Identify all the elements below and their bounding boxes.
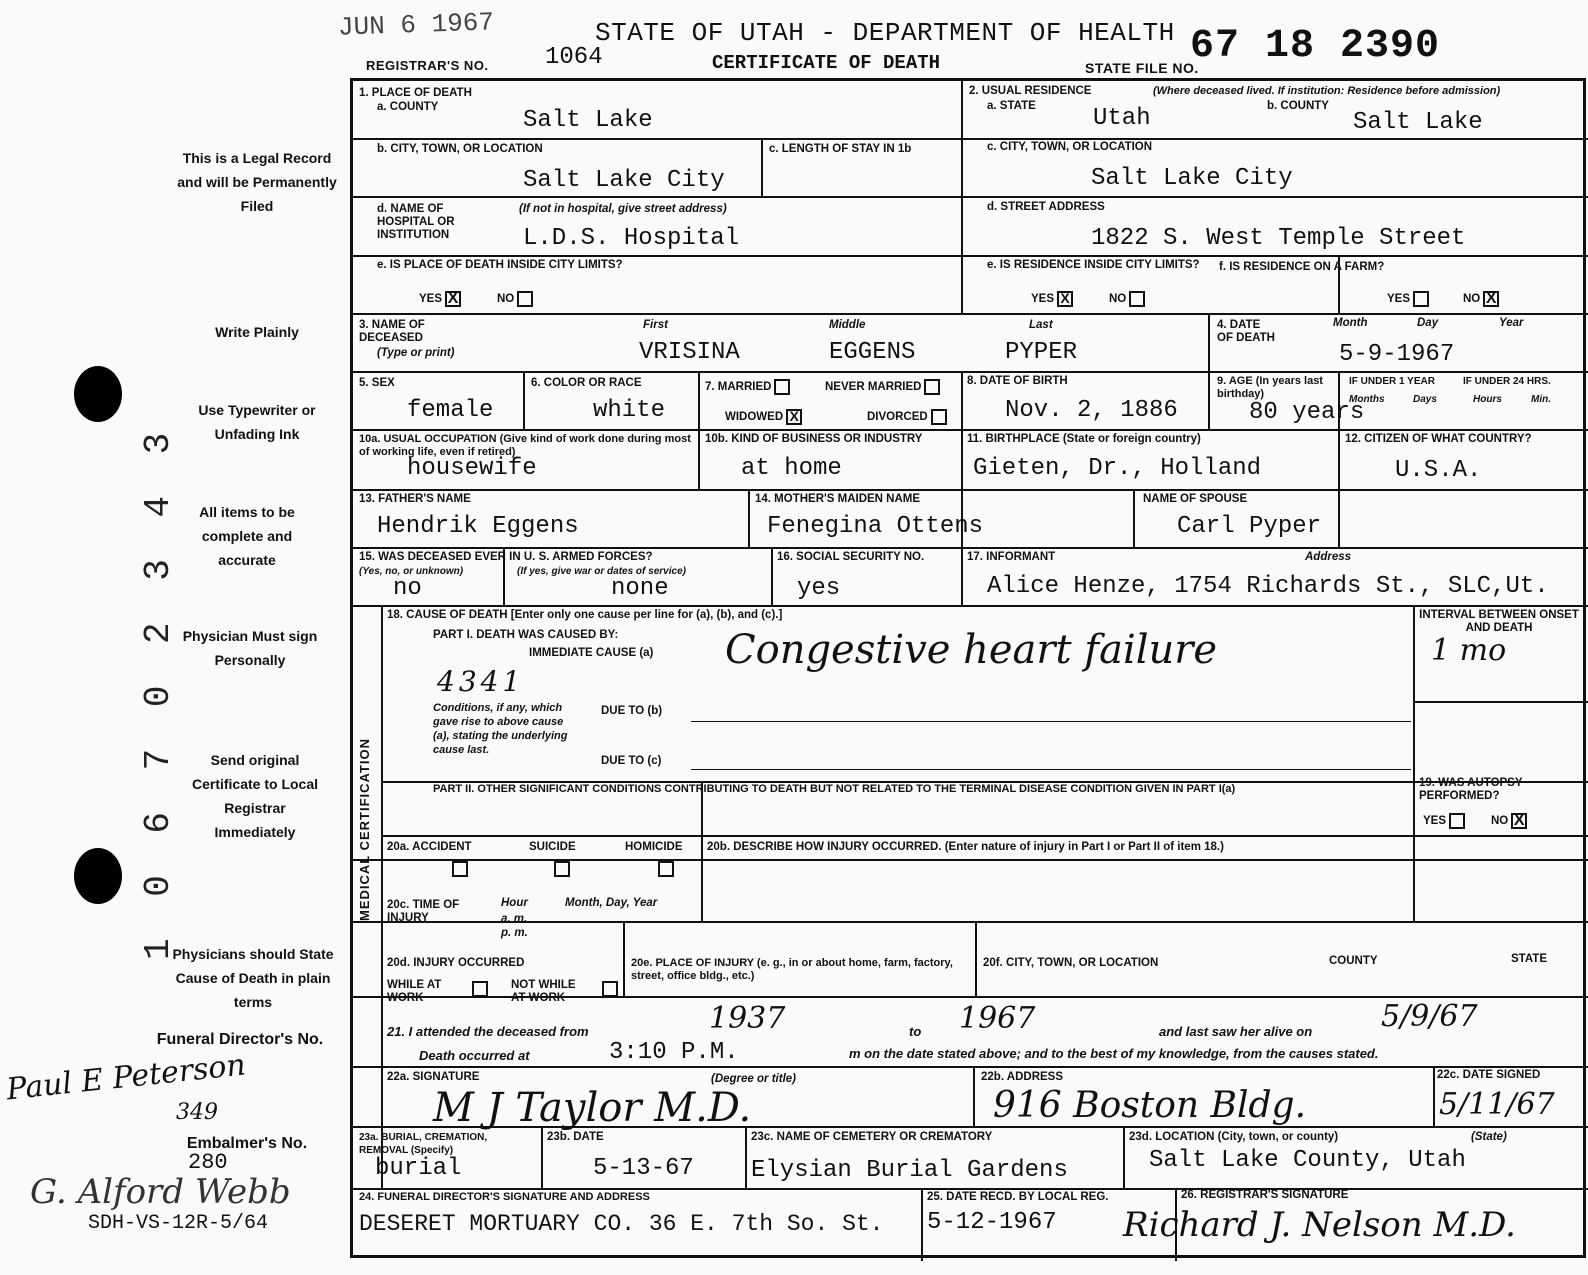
accident-checkbox[interactable]	[452, 861, 468, 877]
homicide-option[interactable]: HOMICIDE	[625, 841, 683, 853]
part1-label: PART I. DEATH WAS CAUSED BY:	[433, 629, 619, 641]
middle-name-value: EGGENS	[829, 339, 916, 366]
death-occurred-label: Death occurred at	[419, 1048, 530, 1063]
immediate-cause-value: Congestive heart failure	[725, 627, 1218, 673]
divorced-option[interactable]: DIVORCED	[867, 409, 947, 425]
injury-occurred-label: 20d. INJURY OCCURRED	[387, 957, 525, 969]
funeral-director-label: Funeral Director's No.	[156, 1031, 324, 1048]
deceased-name-note: (Type or print)	[377, 347, 455, 359]
physician-address-label: 22b. ADDRESS	[981, 1071, 1064, 1083]
hospital-note: (If not in hospital, give street address)	[519, 203, 727, 215]
registrar-signature: Richard J. Nelson M.D.	[1123, 1205, 1516, 1245]
armed-forces-label: 15. WAS DECEASED EVER IN U. S. ARMED FORCES?	[359, 551, 653, 563]
spouse-value: Carl Pyper	[1177, 513, 1322, 540]
sex-value: female	[407, 397, 494, 424]
while-at-work-checkbox[interactable]	[472, 981, 488, 997]
war-value: none	[611, 575, 669, 602]
mother-label: 14. MOTHER'S MAIDEN NAME	[755, 493, 921, 505]
mother-value: Fenegina Ottens	[767, 513, 984, 540]
father-label: 13. FATHER'S NAME	[359, 493, 471, 505]
citizen-label: 12. CITIZEN OF WHAT COUNTRY?	[1345, 433, 1532, 445]
last-saw-label: and last saw her alive on	[1159, 1024, 1313, 1039]
due-to-c-label: DUE TO (c)	[601, 755, 662, 767]
race-label: 6. COLOR OR RACE	[531, 377, 642, 389]
disposition-value: burial	[375, 1155, 462, 1182]
burial-date-label: 23b. DATE	[547, 1131, 604, 1143]
attended-from-value: 1937	[709, 1001, 786, 1036]
disposition-label: 23a. BURIAL, CREMATION, REMOVAL (Specify)	[359, 1132, 488, 1156]
send-original-note: Send original Certificate to Local Registrar Immediately	[191, 752, 319, 840]
informant-label: 17. INFORMANT	[967, 551, 1056, 563]
months-label: Months	[1349, 394, 1385, 405]
embalmer-number: 280	[188, 1150, 228, 1175]
street-address-label: d. STREET ADDRESS	[987, 201, 1105, 213]
usual-residence-label: 2. USUAL RESIDENCE	[969, 85, 1092, 97]
burial-state-label: (State)	[1471, 1131, 1507, 1143]
date-signed-value: 5/11/67	[1439, 1087, 1555, 1122]
hospital-value: L.D.S. Hospital	[523, 225, 740, 252]
min-label: Min.	[1531, 394, 1551, 405]
punch-hole	[74, 366, 122, 422]
attended-to-label: to	[909, 1024, 922, 1039]
embalmer-signature: G. Alford Webb	[30, 1172, 291, 1212]
father-value: Hendrik Eggens	[377, 513, 579, 540]
conditions-note: Conditions, if any, which gave rise to above cause (a), stating the underlying cause last.	[433, 702, 568, 756]
burial-location-value: Salt Lake County, Utah	[1149, 1147, 1466, 1174]
autopsy-yes[interactable]: YES	[1423, 813, 1465, 829]
medical-certification-label: MEDICAL CERTIFICATION	[357, 737, 372, 921]
suicide-option[interactable]: SUICIDE	[529, 841, 576, 853]
while-at-work-option[interactable]: WHILE AT WORK	[387, 979, 442, 1004]
birthplace-label: 11. BIRTHPLACE (State or foreign country)	[967, 433, 1201, 445]
state-file-label: STATE FILE NO.	[1085, 60, 1199, 76]
injury-city-label: 20f. CITY, TOWN, OR LOCATION	[983, 957, 1159, 969]
under-24-hrs-label: IF UNDER 24 HRS.	[1463, 376, 1551, 387]
deceased-name-label: 3. NAME OF DECEASED	[359, 319, 425, 344]
interval-label: INTERVAL BETWEEN ONSET AND DEATH	[1419, 609, 1579, 634]
war-note: (If yes, give war or dates of service)	[517, 566, 686, 577]
residence-county-value: Salt Lake	[1353, 109, 1483, 136]
not-while-at-work-option[interactable]: NOT WHILE AT WORK	[511, 979, 576, 1004]
registrar-no-label: REGISTRAR'S NO.	[366, 58, 489, 73]
punch-hole	[74, 848, 122, 904]
business-label: 10b. KIND OF BUSINESS OR INDUSTRY	[705, 433, 923, 445]
cemetery-value: Elysian Burial Gardens	[751, 1157, 1068, 1184]
certificate-form	[350, 78, 1586, 1258]
never-married-option[interactable]: NEVER MARRIED	[825, 379, 940, 395]
signature-label: 22a. SIGNATURE	[387, 1071, 480, 1083]
first-name-value: VRISINA	[639, 339, 740, 366]
physician-sign-note: Physician Must sign Personally	[182, 628, 318, 668]
death-time-value: 3:10 P.M.	[609, 1039, 739, 1066]
residence-state-value: Utah	[1093, 105, 1151, 132]
registrar-no-value: 1064	[545, 44, 603, 71]
death-city-value: Salt Lake City	[523, 167, 725, 194]
year-label: Year	[1499, 317, 1524, 329]
farm-yes[interactable]: YES	[1387, 291, 1429, 307]
form-number: SDH-VS-12R-5/64	[88, 1212, 269, 1235]
date-of-death-value: 5-9-1967	[1339, 341, 1455, 368]
date-signed-label: 22c. DATE SIGNED	[1437, 1069, 1541, 1081]
funeral-director-signature-label: 24. FUNERAL DIRECTOR'S SIGNATURE AND ADDRESS	[359, 1191, 650, 1203]
widowed-option[interactable]: WIDOWED X	[725, 409, 802, 425]
state-department-title: STATE OF UTAH - DEPARTMENT OF HEALTH	[595, 18, 1175, 48]
last-name-label: Last	[1029, 319, 1053, 331]
residence-city-label: c. CITY, TOWN, OR LOCATION	[987, 141, 1153, 153]
legal-record-note: This is a Legal Record and will be Permanently Filed	[177, 150, 337, 214]
place-of-injury-label: 20e. PLACE OF INJURY (e. g., in or about home, farm, factory, street, office bldg., etc.)	[631, 957, 953, 982]
county-label: a. COUNTY	[377, 101, 439, 113]
death-inside-limits-yes[interactable]: YES X	[419, 291, 461, 307]
immediate-cause-label: IMMEDIATE CAUSE (a)	[529, 647, 654, 659]
last-saw-date-value: 5/9/67	[1381, 999, 1478, 1034]
degree-label: (Degree or title)	[711, 1073, 796, 1085]
am-label: a. m.	[501, 913, 528, 925]
residence-county-label: b. COUNTY	[1267, 100, 1329, 112]
due-to-b-label: DUE TO (b)	[601, 705, 663, 717]
state-file-number: 67 18 2390	[1190, 24, 1441, 69]
race-value: white	[593, 397, 666, 424]
physician-address-value: 916 Boston Bldg.	[993, 1085, 1307, 1126]
attended-label: 21. I attended the deceased from	[387, 1024, 589, 1039]
death-county-value: Salt Lake	[523, 107, 653, 134]
place-of-death-label: 1. PLACE OF DEATH	[359, 87, 472, 99]
birthplace-value: Gieten, Dr., Holland	[973, 455, 1262, 482]
date-of-birth-label: 8. DATE OF BIRTH	[967, 375, 1068, 387]
interval-value: 1 mo	[1431, 633, 1507, 668]
typewriter-note: Use Typewriter or Unfading Ink	[198, 402, 316, 442]
farm-no[interactable]: NO X	[1463, 291, 1499, 307]
funeral-director-value: DESERET MORTUARY CO. 36 E. 7th So. St.	[359, 1211, 884, 1237]
burial-location-label: 23d. LOCATION (City, town, or county)	[1129, 1131, 1339, 1143]
age-value: 80 years	[1249, 399, 1365, 426]
residence-inside-limits-no[interactable]: NO	[1109, 291, 1145, 307]
homicide-checkbox[interactable]	[658, 861, 674, 877]
first-name-label: First	[643, 319, 668, 331]
married-option[interactable]: 7. MARRIED	[705, 379, 790, 395]
month-label: Month	[1333, 317, 1368, 329]
part2-label: PART II. OTHER SIGNIFICANT CONDITIONS CONTRIBUTING TO DEATH BUT NOT RELATED TO THE TERMINAL DISEASE CONDITION GIVEN IN PART I(a)	[433, 783, 1236, 795]
middle-name-label: Middle	[829, 319, 866, 331]
death-inside-limits-label: e. IS PLACE OF DEATH INSIDE CITY LIMITS?	[377, 259, 623, 271]
farm-label: f. IS RESIDENCE ON A FARM?	[1219, 261, 1385, 273]
street-address-value: 1822 S. West Temple Street	[1091, 225, 1466, 252]
complete-accurate-note: All items to be complete and accurate	[199, 504, 295, 568]
social-security-label: 16. SOCIAL SECURITY NO.	[777, 551, 925, 563]
informant-value: Alice Henze, 1754 Richards St., SLC,Ut.	[987, 573, 1549, 600]
injury-state-label: STATE	[1511, 953, 1547, 965]
death-city-label: b. CITY, TOWN, OR LOCATION	[377, 143, 543, 155]
hours-label: Hours	[1473, 394, 1502, 405]
physicians-should-note: Physicians should State Cause of Death in plain terms	[172, 946, 334, 1010]
injury-how-label: 20b. DESCRIBE HOW INJURY OCCURRED. (Enter nature of injury in Part I or Part II of item 18.)	[707, 841, 1224, 853]
received-date-stamp: JUN 6 1967	[337, 7, 495, 43]
funeral-director-number: 349	[176, 1100, 218, 1125]
not-while-at-work-checkbox[interactable]	[602, 981, 618, 997]
armed-forces-note: (Yes, no, or unknown)	[359, 566, 464, 577]
write-plainly-note: Write Plainly	[215, 324, 299, 340]
date-received-label: 25. DATE RECD. BY LOCAL REG.	[927, 1191, 1109, 1203]
burial-date-value: 5-13-67	[593, 1155, 694, 1182]
occupation-value: housewife	[407, 455, 537, 482]
spouse-label: NAME OF SPOUSE	[1143, 493, 1248, 505]
cemetery-label: 23c. NAME OF CEMETERY OR CREMATORY	[751, 1131, 993, 1143]
armed-forces-value: no	[393, 575, 422, 602]
date-of-birth-value: Nov. 2, 1886	[1005, 397, 1178, 424]
residence-inside-limits-yes[interactable]: YES X	[1031, 291, 1073, 307]
day-label: Day	[1417, 317, 1439, 329]
usual-residence-note: (Where deceased lived. If institution: Residence before admission)	[1153, 85, 1501, 97]
autopsy-label: 19. WAS AUTOPSY PERFORMED?	[1419, 777, 1523, 802]
embalmer-label: Embalmer's No.	[186, 1135, 308, 1152]
hospital-label: d. NAME OF HOSPITAL OR INSTITUTION	[377, 203, 455, 241]
month-day-year-label: Month, Day, Year	[565, 897, 658, 909]
residence-city-value: Salt Lake City	[1091, 165, 1293, 192]
residence-inside-limits-label: e. IS RESIDENCE INSIDE CITY LIMITS?	[987, 259, 1200, 271]
business-value: at home	[741, 455, 842, 482]
length-of-stay-label: c. LENGTH OF STAY IN 1b	[769, 143, 912, 155]
cause-of-death-label: 18. CAUSE OF DEATH [Enter only one cause per line for (a), (b), and (c).]	[387, 609, 783, 621]
physician-signature: M J Taylor M.D.	[433, 1085, 752, 1131]
date-of-death-label: 4. DATE OF DEATH	[1217, 319, 1275, 344]
under-1-year-label: IF UNDER 1 YEAR	[1349, 376, 1435, 387]
attended-to-value: 1967	[959, 1001, 1036, 1036]
death-inside-limits-no[interactable]: NO	[497, 291, 533, 307]
vertical-certificate-number: 1 0 6 7 0 2 3 4 3	[138, 422, 179, 960]
injury-county-label: COUNTY	[1329, 955, 1378, 967]
date-received-value: 5-12-1967	[927, 1209, 1057, 1236]
time-of-injury-label: 20c. TIME OF INJURY	[387, 899, 460, 924]
informant-address-label: Address	[1305, 551, 1352, 563]
occupation-label: 10a. USUAL OCCUPATION (Give kind of work done during most of working life, even if retired)	[359, 433, 691, 458]
pm-label: p. m.	[501, 927, 528, 939]
social-security-value: yes	[797, 575, 841, 602]
accident-option[interactable]: 20a. ACCIDENT	[387, 841, 472, 853]
residence-state-label: a. STATE	[987, 100, 1036, 112]
citizen-value: U.S.A.	[1395, 457, 1482, 484]
cause-code: 4341	[437, 665, 525, 698]
death-occurred-suffix: m on the date stated above; and to the best of my knowledge, from the causes stated.	[849, 1046, 1379, 1061]
days-label: Days	[1413, 394, 1437, 405]
certificate-title: CERTIFICATE OF DEATH	[712, 52, 941, 74]
suicide-checkbox[interactable]	[554, 861, 570, 877]
age-label: 9. AGE (In years last birthday)	[1217, 375, 1323, 400]
funeral-director-signature: Paul E Peterson	[4, 1047, 248, 1108]
last-name-value: PYPER	[1005, 339, 1078, 366]
registrar-signature-label: 26. REGISTRAR'S SIGNATURE	[1181, 1189, 1349, 1201]
autopsy-no[interactable]: NO X	[1491, 813, 1527, 829]
sex-label: 5. SEX	[359, 377, 395, 389]
hour-label: Hour	[501, 897, 528, 909]
